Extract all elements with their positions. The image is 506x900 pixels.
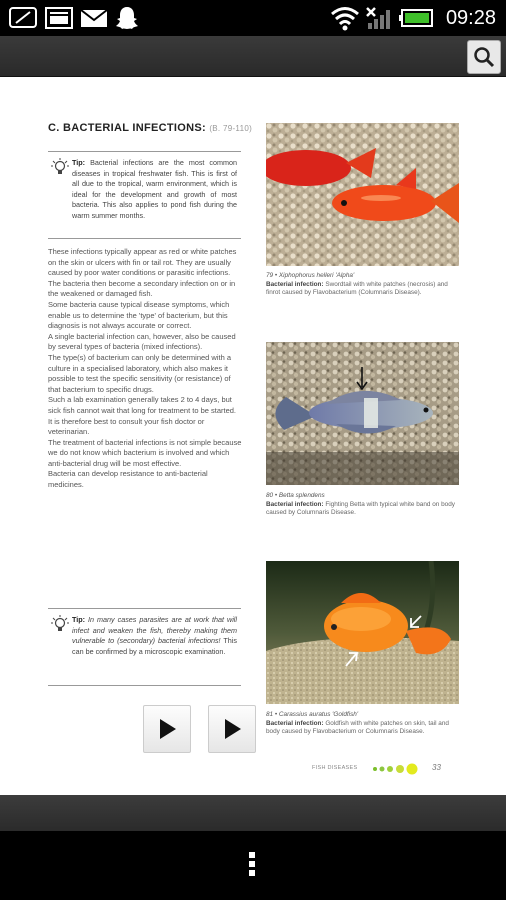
figure-title: 81 • Carassius auratus 'Goldfish' [266, 711, 359, 718]
figure-caption [266, 272, 462, 298]
body-text [48, 247, 243, 491]
tip-text: Bacterial infections are the most common diseases in tropical freshwater fish. This is first of all due to the tropical, warm environment, which is ideal for the development and growth of most bacteria. This also applies to pond fish during the warm summer months. [72, 158, 237, 220]
tip-text: In many cases parasites are at work that will infect and weaken the fish, thereby making them vulnerable to (secondary) bacterial infections! [72, 615, 238, 646]
page-dots-decoration [372, 762, 422, 781]
paragraph: Some bacteria cause typical disease symptoms, which enable us to determine the 'type' of bacterium, but this diagnosis is not always accurate or correct. [48, 299, 230, 331]
gallery-icon [44, 5, 74, 36]
betta-photo [266, 342, 459, 485]
figure-caption [266, 711, 462, 737]
menu-overflow-icon[interactable] [249, 852, 255, 879]
paragraph: Such a lab examination generally takes 2 to 4 days, but sick fish cannot wait that long for treatment to be started. [48, 395, 237, 415]
figure-text: Swordtail with white patches (necrosis) and finrot caused by Flavobacterium (Columnaris Disease). [266, 280, 448, 297]
lightbulb-icon [51, 615, 69, 640]
swordtail-photo [266, 123, 459, 266]
tip-label: Tip: [72, 615, 86, 624]
tip-box [48, 151, 241, 239]
mail-icon [80, 5, 108, 36]
figure-title: 79 • Xiphophorus helleri 'Alpha' [266, 272, 355, 279]
tip-label: Tip: [72, 158, 86, 167]
status-bar [0, 0, 506, 36]
signal-icon [364, 5, 394, 36]
wifi-icon [330, 5, 360, 36]
paragraph: A single bacterial infection can, however, also be caused by several types of bacteria (mixed infections). [48, 331, 236, 352]
paragraph: The treatment of bacterial infections is not simple because we do not know which bacterium is involved and which anti-bacterial drug will be most effective. [48, 437, 242, 468]
tablet-icon [8, 5, 40, 36]
lightbulb-icon [51, 158, 69, 183]
figure-label: Bacterial infection: [266, 500, 324, 508]
snapchat-icon [114, 5, 140, 36]
search-button[interactable] [467, 40, 501, 74]
page-number: 33 [432, 763, 441, 772]
video-play-button[interactable] [208, 705, 256, 753]
figure-text: Fighting Betta with typical white band on body caused by Columnaris Disease. [266, 500, 455, 517]
goldfish-photo [266, 561, 459, 704]
paragraph: It is therefore best to consult your fish doctor or veterinarian. [48, 416, 205, 437]
tip-text-continued: This can be confirmed by a microscopic examination. [72, 636, 238, 656]
document-page[interactable] [0, 77, 506, 795]
footer-label: FISH DISEASES [312, 765, 358, 771]
section-page-range: (B. 79-110) [209, 124, 253, 133]
video-play-button[interactable] [143, 705, 191, 753]
navigation-bar [0, 831, 506, 900]
paragraph: The type(s) of bacterium can only be determined with a culture in a specialised laboratory, which also makes it possible to test the specific sensitivity (or resistance) of that bacterium to specific drugs. [48, 352, 232, 394]
figure-text: Goldfish with white patches on skin, tail and body caused by Flavobacterium or Columnaris Disease. [266, 719, 449, 736]
play-icon [160, 719, 176, 739]
figure-label: Bacterial infection: [266, 280, 324, 288]
battery-icon [398, 5, 434, 36]
tip-box [48, 608, 241, 686]
clock: 09:28 [445, 7, 496, 29]
paragraph: These infections typically appear as red or white patches on the skin or ulcers with fin or tail rot. They are usually caused by poor water conditions or parasitic infections. The bacteria then become a secondary infection on or in the weakened or damaged fish. [48, 247, 237, 299]
figure-title: 80 • Betta splendens [266, 492, 325, 499]
figure-caption [266, 492, 462, 518]
search-icon [473, 46, 495, 73]
figure-label: Bacterial infection: [266, 719, 324, 727]
play-icon [225, 719, 241, 739]
action-bar [0, 36, 506, 77]
paragraph: Bacteria can develop resistance to anti-bacterial medicines. [48, 469, 208, 490]
section-title: C. BACTERIAL INFECTIONS: (B. 79-110) [48, 122, 253, 134]
bottom-toolbar [0, 795, 506, 831]
